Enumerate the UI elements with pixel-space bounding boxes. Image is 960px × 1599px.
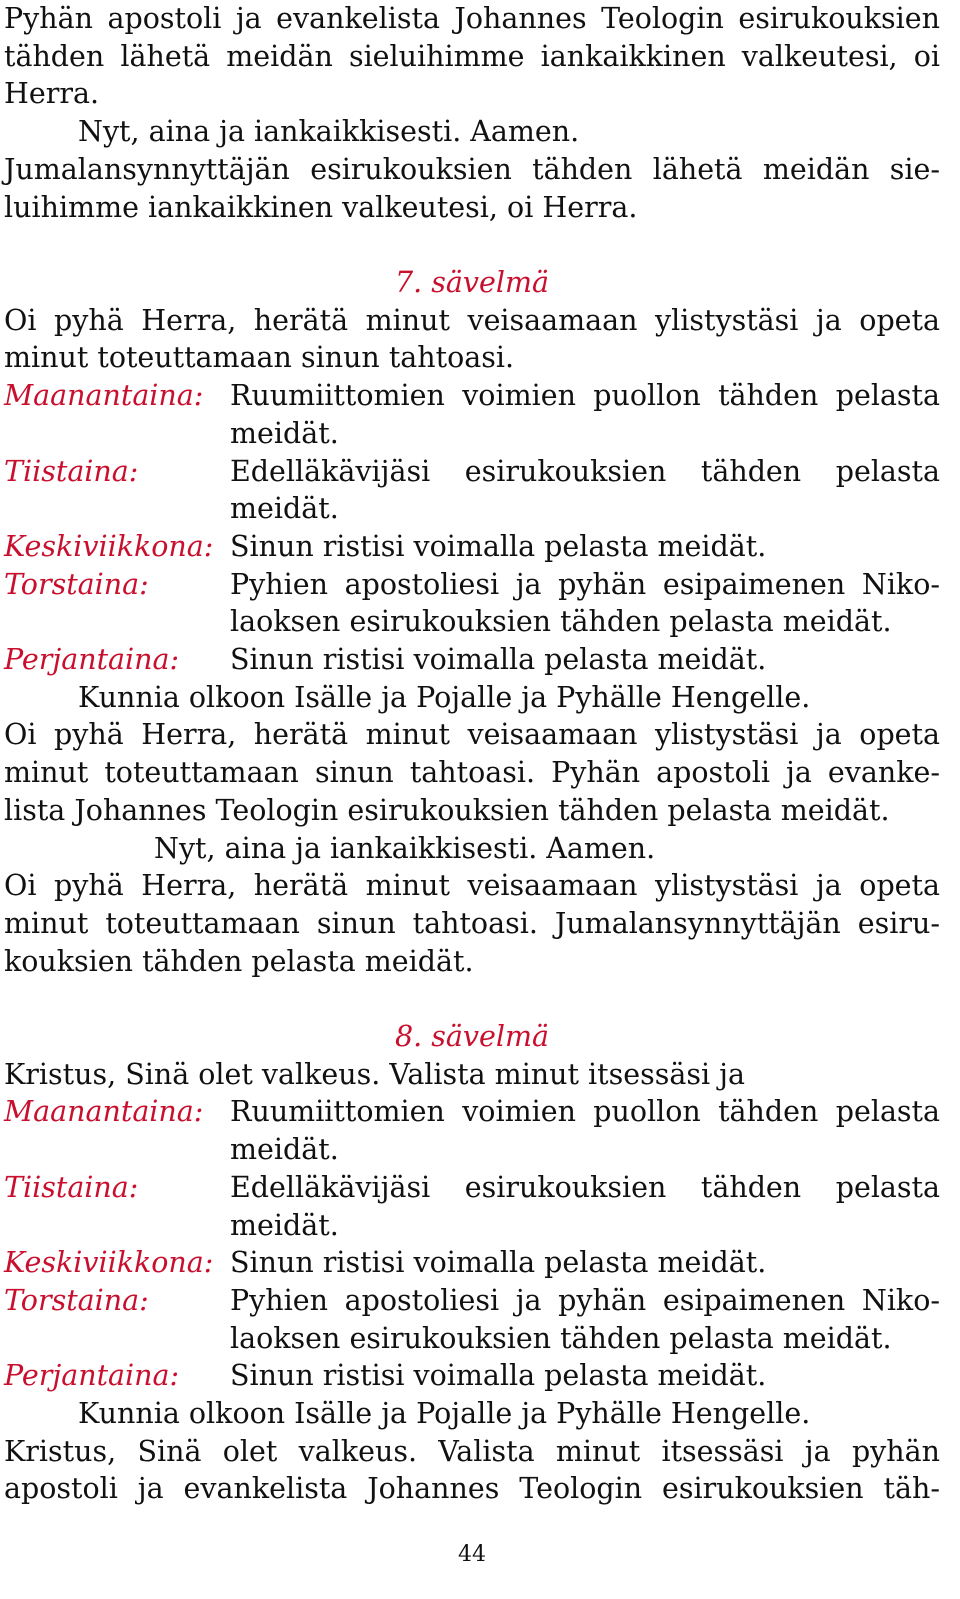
weekday-text: Sinun ristisi voimalla pelasta meidät. xyxy=(230,529,767,563)
weekday-label: Tiistaina: xyxy=(4,454,139,488)
text-line: Kristus, Sinä olet valkeus. Valista minut itsessäsi ja xyxy=(4,1057,745,1091)
weekday-row xyxy=(4,1093,940,1131)
text-line: Jumalansynnyttäjän esirukouksien tähden lähetä meidän sie- xyxy=(4,152,940,186)
weekday-label: Torstaina: xyxy=(4,567,149,601)
weekday-row xyxy=(4,566,940,604)
weekday-text: meidät. xyxy=(230,1208,339,1242)
weekday-text: Sinun ristisi voimalla pelasta meidät. xyxy=(230,643,767,676)
weekday-row xyxy=(4,415,940,453)
section-heading: 8. sävelmä xyxy=(395,1020,549,1053)
weekday-row xyxy=(4,1207,940,1245)
text-line: luihimme iankaikkinen valkeutesi, oi Herra. xyxy=(4,190,638,224)
weekday-row xyxy=(4,603,940,641)
page-number: 44 xyxy=(458,1542,486,1567)
weekday-text: Pyhien apostoliesi ja pyhän esipaimenen Niko- xyxy=(230,1283,940,1317)
weekday-row xyxy=(4,453,940,491)
text-line: Oi pyhä Herra, herätä minut veisaamaan ylistystäsi ja opeta xyxy=(4,303,940,337)
weekday-row xyxy=(4,1357,940,1395)
weekday-text: meidät. xyxy=(230,492,339,526)
text-line: minut toteuttamaan sinun tahtoasi. xyxy=(4,341,515,375)
weekday-row xyxy=(4,1169,940,1207)
text-line: Oi pyhä Herra, herätä minut veisaamaan ylistystäsi ja opeta xyxy=(4,869,940,903)
section-heading: 7. sävelmä xyxy=(395,266,549,299)
text-line: lista Johannes Teologin esirukouksien tähden pelasta meidät. xyxy=(4,793,890,827)
weekday-text: Edelläkävijäsi esirukouksien tähden pelasta xyxy=(230,1170,940,1204)
weekday-row xyxy=(4,1131,940,1169)
weekday-label: Tiistaina: xyxy=(4,1170,139,1204)
text-line: Kunnia olkoon Isälle ja Pojalle ja Pyhälle Hengelle. xyxy=(78,1397,811,1430)
weekday-text: Ruumiittomien voimien puollon tähden pelasta xyxy=(230,379,940,413)
weekday-text: laoksen esirukouksien tähden pelasta meidät. xyxy=(230,605,892,639)
weekday-label: Maanantaina: xyxy=(4,379,204,413)
text-line: Pyhän apostoli ja evankelista Johannes Teologin esirukouksien xyxy=(4,2,940,35)
weekday-label: Perjantaina: xyxy=(4,643,180,676)
weekday-row xyxy=(4,1244,940,1282)
weekday-row xyxy=(4,528,940,566)
weekday-text: meidät. xyxy=(230,1133,339,1167)
text-line: minut toteuttamaan sinun tahtoasi. Jumalansynnyttäjän esiru- xyxy=(4,906,940,940)
text-line: kouksien tähden pelasta meidät. xyxy=(4,944,474,978)
text-line: Nyt, aina ja iankaikkisesti. Aamen. xyxy=(154,831,656,865)
weekday-row xyxy=(4,377,940,415)
text-line: minut toteuttamaan sinun tahtoasi. Pyhän apostoli ja evanke- xyxy=(4,756,940,790)
weekday-label: Maanantaina: xyxy=(4,1095,204,1129)
weekday-text: Sinun ristisi voimalla pelasta meidät. xyxy=(230,1359,767,1393)
weekday-text: Edelläkävijäsi esirukouksien tähden pelasta xyxy=(230,454,940,488)
text-line: Oi pyhä Herra, herätä minut veisaamaan ylistystäsi ja opeta xyxy=(4,718,940,752)
weekday-text: Sinun ristisi voimalla pelasta meidät. xyxy=(230,1246,767,1280)
weekday-row xyxy=(4,1320,940,1358)
weekday-row xyxy=(4,641,940,679)
weekday-text: Ruumiittomien voimien puollon tähden pelasta xyxy=(230,1095,940,1129)
weekday-label: Perjantaina: xyxy=(4,1359,180,1393)
text-line: Kristus, Sinä olet valkeus. Valista minut itsessäsi ja pyhän xyxy=(4,1434,940,1468)
weekday-label: Keskiviikkona: xyxy=(4,1246,214,1280)
text-line: tähden lähetä meidän sieluihimme iankaikkinen valkeutesi, oi xyxy=(4,39,940,73)
text-line: Nyt, aina ja iankaikkisesti. Aamen. xyxy=(78,115,580,149)
weekday-text: Pyhien apostoliesi ja pyhän esipaimenen Niko- xyxy=(230,567,940,601)
text-line: apostoli ja evankelista Johannes Teologin esirukouksien täh- xyxy=(4,1472,940,1506)
weekday-label: Torstaina: xyxy=(4,1283,149,1317)
weekday-text: laoksen esirukouksien tähden pelasta meidät. xyxy=(230,1321,892,1355)
text-line: Kunnia olkoon Isälle ja Pojalle ja Pyhälle Hengelle. xyxy=(78,680,811,714)
weekday-row xyxy=(4,490,940,528)
weekday-label: Keskiviikkona: xyxy=(4,529,214,563)
text-line: Herra. xyxy=(4,77,100,111)
weekday-row xyxy=(4,1282,940,1320)
weekday-text: meidät. xyxy=(230,416,339,450)
